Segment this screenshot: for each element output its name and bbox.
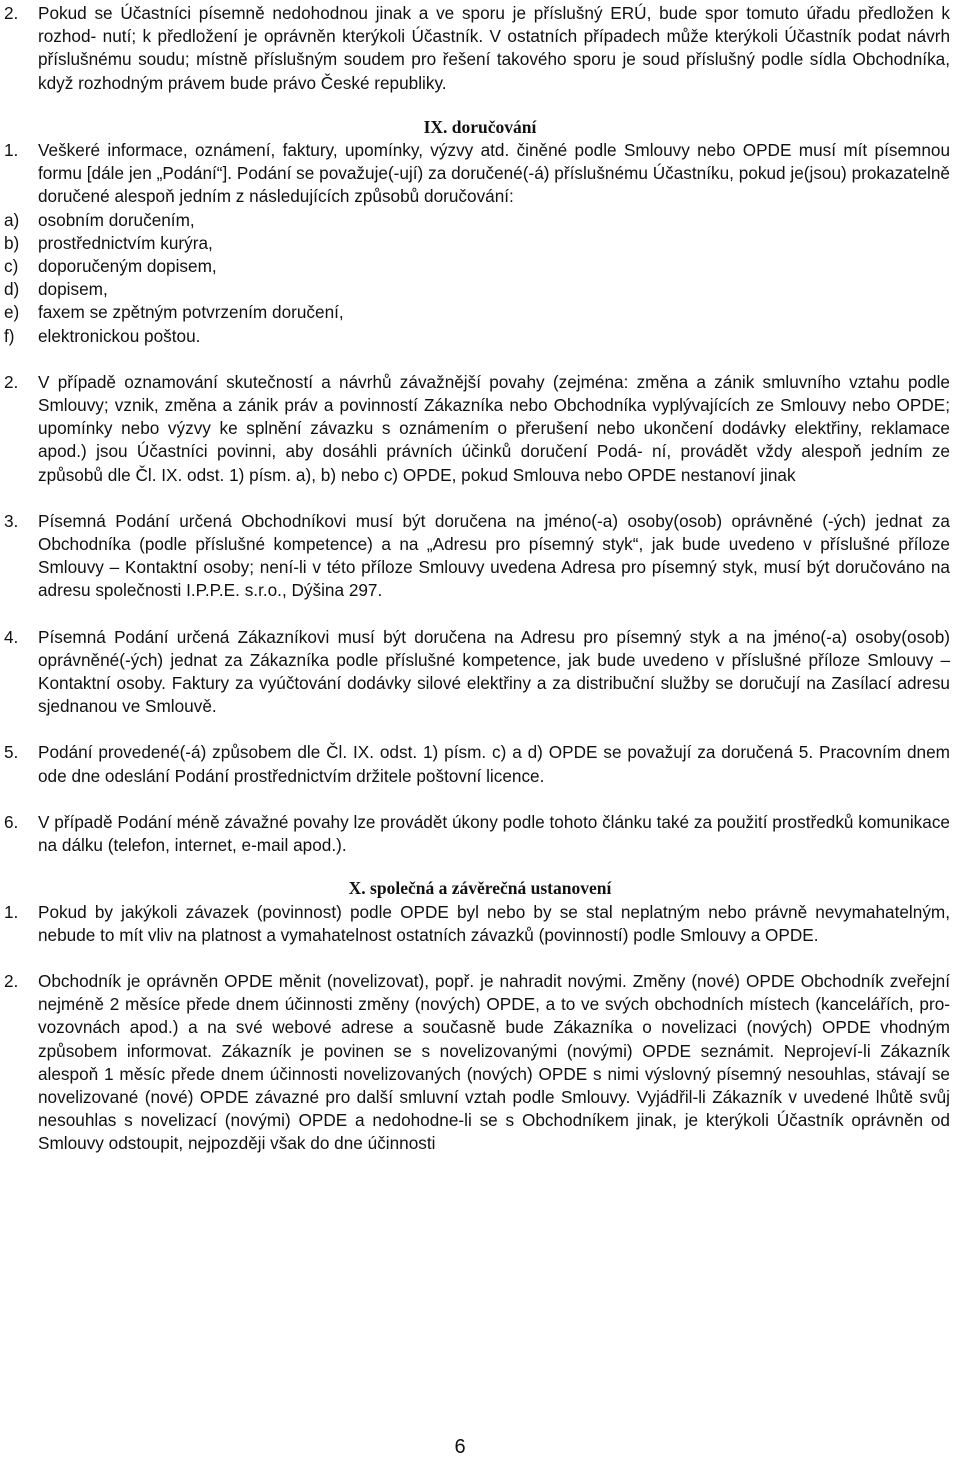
paragraph-text: V případě Podání méně závažné povahy lze provádět úkony podle tohoto článku také za použití prostředků komunikace na dálku (telefon, internet, e-mail apod.). — [38, 811, 950, 856]
list-item — [0, 278, 950, 301]
paragraph-delivery-1 — [0, 139, 950, 209]
paragraph-number: 2. — [4, 3, 19, 23]
paragraph-number: 5. — [4, 742, 19, 763]
paragraph-delivery-6 — [0, 811, 950, 857]
paragraph-text: Pokud se Účastníci písemně nedohodnou jinak a ve sporu je příslušný ERÚ, bude spor tomuto úřadu předložen k rozhod- nutí; k předložení je oprávněn kterýkoli Účastník. V ostatních případech může kterýkoli Účastník podat návrh příslušnému soudu; místně příslušným soudem pro řešení takového sporu je soud příslušný podle sídla Obchodníka, když rozhodným právem bude právo České republiky. — [38, 3, 950, 93]
list-item-text: osobním doručením, — [38, 209, 195, 230]
paragraph-text: Pokud by jakýkoli závazek (povinnost) podle OPDE byl nebo by se stal neplatným nebo právně nevymahatelným, nebude to mít vliv na platnost a vymahatelnost ostatních závazků (povinností) podle Smlouvy a OPDE. — [38, 901, 950, 945]
list-item — [0, 209, 950, 232]
paragraph-number: 4. — [4, 626, 19, 647]
page-number: 6 — [454, 1436, 466, 1458]
paragraph-delivery-2 — [0, 371, 950, 487]
paragraph-delivery-3 — [0, 510, 950, 603]
list-item-marker: d) — [4, 279, 20, 300]
list-item-marker: e) — [4, 302, 20, 323]
section-heading-ix: IX. doručování — [423, 116, 537, 137]
paragraph-final-1 — [0, 901, 950, 947]
paragraph-text: Písemná Podání určená Obchodníkovi musí být doručena na jméno(-a) osoby(osob) oprávněné (-ých) jednat za Obchodníka (podle příslušné kompetence) a na „Adresu pro písemný styk“, jak bude uvedeno v příslušné příloze Smlouvy – Kontaktní osoby; není-li v této příloze Smlouvy uvedena Adresa pro písemný styk, musí být doručováno na adresu společnosti I.P.P.E. s.r.o., Dýšina 297. — [38, 510, 950, 601]
paragraph-text: Veškeré informace, oznámení, faktury, upomínky, výzvy atd. činěné podle Smlouvy nebo OPDE musí mít písemnou formu [dále jen „Podání“]. Podání se považuje(-ují) za doručené(-á) příslušnému Účastníku, pokud je(jsou) prokazatelně doručené alespoň jedním z následujících způsobů doručování: — [38, 140, 950, 207]
list-item — [0, 301, 950, 324]
list-item — [0, 255, 950, 278]
paragraph-text: Podání provedené(-á) způsobem dle Čl. IX. odst. 1) písm. c) a d) OPDE se považují za doručená 5. Pracovním dnem ode dne odeslání Podání prostřednictvím držitele poštovní licence. — [38, 742, 950, 786]
section-heading-x: X. společná a závěrečná ustanovení — [348, 878, 612, 899]
list-item-text: elektronickou poštou. — [38, 325, 201, 346]
list-item-marker: f) — [4, 325, 15, 346]
list-item-text: dopisem, — [38, 279, 108, 300]
list-item — [0, 232, 950, 255]
paragraph-number: 3. — [4, 510, 19, 531]
paragraph-ix-2 — [0, 2, 950, 95]
paragraph-text: Obchodník je oprávněn OPDE měnit (novelizovat), popř. je nahradit novými. Změny (nové) OPDE Obchodník zveřejní nejméně 2 měsíce přede dnem účinnosti změny (nových) OPDE, a to ve svých obchodních místech (kancelářích, pro- vozovnách apod.) a na své webové adrese a současně bude Zákazníka o novelizaci (nových) OPDE vhodným způsobem informovat. Zákazník je povinen se s novelizovanými (novými) OPDE seznámit. Neprojeví-li Zákazník alespoň 1 měsíc přede dnem účinnosti novelizovaných (nových) OPDE s nimi výslovný písemný nesouhlas, stávají se novelizované (nové) OPDE závazné pro další smluvní vztah podle Smlouvy. Vyjádřil-li Zákazník v uvedené lhůtě svůj nesouhlas s novelizací (novými) OPDE a nedohodne-li se s Obchodníkem jinak, je kterýkoli Účastník oprávněn od Smlouvy odstoupit, nejpozději však do dne účinnosti — [38, 970, 950, 1154]
list-item-marker: c) — [4, 256, 19, 277]
paragraph-text: V případě oznamování skutečností a návrhů závažnější povahy (zejména: změna a zánik smluvního vztahu podle Smlouvy; vznik, změna a zánik práv a povinností Zákazníka nebo Obchodníka vyplývajících ze Smlouvy nebo OPDE; upomínky nebo výzvy ke splnění závazku s oznámením o přerušení nebo ukončení dodávky elektřiny, reklamace apod.) jsou Účastníci povinni, aby dosáhli právních účinků doručení Podá- ní, provádět vždy alespoň jedním ze způsobů dle Čl. IX. odst. 1) písm. a), b) nebo c) OPDE, pokud Smlouva nebo OPDE nestanoví jinak — [38, 371, 950, 485]
paragraph-number: 1. — [4, 140, 19, 161]
paragraph-delivery-5 — [0, 741, 950, 787]
paragraph-text: Písemná Podání určená Zákazníkovi musí být doručena na Adresu pro písemný styk a na jméno(-a) osoby(osob) oprávněné(-ých) jednat za Zákazníka podle příslušné kompetence, jak bude uvedeno v příslušné příloze Smlouvy – Kontaktní osoby. Faktury za vyúčtování dodávky silové elektřiny a za distribuční služby se doručují na Zasílací adresu sjednanou ve Smlouvě. — [38, 626, 950, 717]
paragraph-delivery-4 — [0, 626, 950, 719]
paragraph-number: 2. — [4, 970, 19, 991]
paragraph-number: 6. — [4, 811, 19, 832]
list-item-text: faxem se zpětným potvrzením doručení, — [38, 302, 344, 323]
list-item-text: prostřednictvím kurýra, — [38, 232, 213, 253]
list-item-text: doporučeným dopisem, — [38, 256, 217, 277]
list-item — [0, 325, 950, 348]
paragraph-number: 2. — [4, 371, 19, 392]
list-item-marker: b) — [4, 232, 20, 253]
paragraph-number: 1. — [4, 901, 19, 922]
paragraph-final-2 — [0, 970, 950, 1156]
list-item-marker: a) — [4, 209, 20, 230]
delivery-methods-list — [0, 209, 960, 348]
